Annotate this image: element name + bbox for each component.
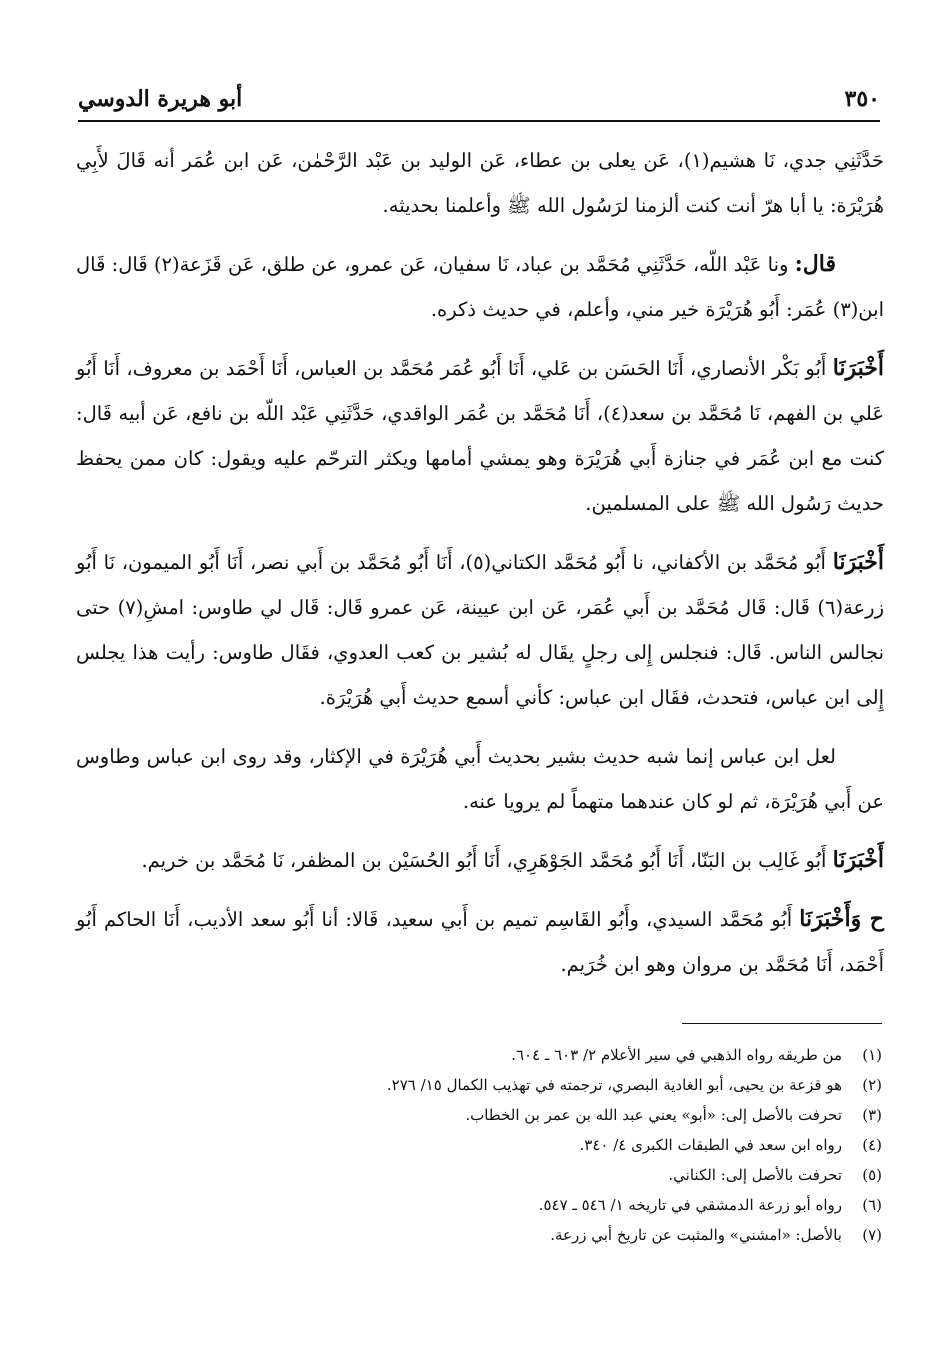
footnote-rule	[682, 1023, 882, 1024]
footnote	[322, 1190, 882, 1220]
footnote	[322, 1100, 882, 1130]
footnote-text: بالأصل: «امشني» والمثبت عن تاريخ أبي زرعة.	[550, 1226, 842, 1244]
header-rule	[78, 120, 880, 122]
footnote	[322, 1130, 882, 1160]
footnote-number: (٦)	[862, 1196, 882, 1214]
page-number: ٣٥٠	[844, 86, 880, 112]
paragraph: قال: ونا عَبْد اللّه، حَدَّثَنِي مُحَمَّد بن عباد، نَا سفيان، عَن عمرو، عن طلق، عَن قَزَعة(٢) قَال: قَال ابن(٣) عُمَر: أَبُو هُرَيْرَة خير مني، وأعلم، في حديث ذكره.	[76, 251, 884, 321]
main-text	[76, 138, 884, 1001]
footnote-text: هو قزعة بن يحيى، أبو الغادية البصري، ترجمته في تهذيب الكمال ١٥/ ٢٧٦.	[386, 1076, 842, 1094]
paragraph: أَخْبَرَنَا أَبُو مُحَمَّد بن الأكفاني، نا أَبُو مُحَمَّد الكتاني(٥)، أَنَا أَبُو مُحَمَّد بن أَبي نصر، أَنَا أَبُو الميمون، نَا أَبُو زرعة(٦) قَال: قَال مُحَمَّد بن أَبي عُمَر، عَن ابن عيينة، عَن عمرو قَال: قَال لي طاوس: امشِ(٧) حتى نجالس الناس. قَال: فنجلس إِلى رجلٍ يقَال له بُشير بن كعب العدوي، فقَال طاوس: رأيت هذا يجلس إِلى ابن عباس، فتحدث، فقَال ابن عباس: كأني أسمع حديث أَبي هُرَيْرَة.	[76, 549, 885, 709]
running-title: أبو هريرة الدوسي	[78, 86, 243, 112]
footnote-text: تحرفت بالأصل إلى: «أبو» يعني عبد الله بن عمر بن الخطاب.	[465, 1106, 842, 1124]
footnote	[322, 1220, 882, 1250]
footnote-number: (٢)	[862, 1076, 882, 1094]
footnote	[322, 1070, 882, 1100]
paragraph: أَخْبَرَنَا أَبُو بَكْر الأنصاري، أَنَا الحَسَن بن عَلي، أَنَا أَبُو عُمَر مُحَمَّد بن العباس، أَنَا أَحْمَد بن معروف، أَنَا أَبُو عَلي بن الفهم، نَا مُحَمَّد بن سعد(٤)، أَنَا مُحَمَّد بن عُمَر الواقدي، حَدَّثَنِي عَبْد اللّه بن نافع، عَن أبيه قَال: كنت مع ابن عُمَر في جنازة أَبي هُرَيْرَة وهو يمشي أمامها ويكثر الترحّم عليه ويقول: كان ممن يحفظ حديث رَسُول الله ﷺ على المسلمين.	[76, 355, 885, 515]
footnote-number: (٥)	[862, 1166, 882, 1184]
paragraph: أَخْبَرَنَا أَبُو غَالِب بن البَنّا، أَنَا أَبُو مُحَمَّد الجَوْهَرِي، أَنَا أَبُو الحُسَيْن بن المظفر، نَا مُحَمَّد بن خريم.	[141, 847, 884, 873]
footnote-number: (١)	[862, 1046, 882, 1064]
footnote-text: تحرفت بالأصل إلى: الكناني.	[668, 1166, 842, 1184]
running-head	[78, 82, 880, 116]
footnotes	[322, 1040, 882, 1250]
paragraph: لعل ابن عباس إنما شبه حديث بشير بحديث أَبي هُرَيْرَة في الإكثار، وقد روى ابن عباس وطاوس عن أَبي هُرَيْرَة، ثم لو كان عندهما متهماً لم يرويا عنه.	[76, 745, 884, 813]
footnote	[322, 1040, 882, 1070]
paragraph: ح وَأَخْبَرَنَا أَبُو مُحَمَّد السيدي، وأَبُو القَاسِم تميم بن أَبي سعيد، قَالا: أنا أَبُو سعد الأديب، أَنَا الحاكم أَبُو أَحْمَد، أَنَا مُحَمَّد بن مروان وهو ابن خُرَيم.	[76, 906, 885, 976]
paragraph: حَدَّثَنِي جدي، نَا هشيم(١)، عَن يعلى بن عطاء، عَن الوليد بن عَبْد الرَّحْمٰن، عَن ابن عُمَر أنه قَالَ لأَبِي هُرَيْرَة: يا أبا هرّ أنت كنت ألزمنا لرَسُول الله ﷺ وأعلمنا بحديثه.	[76, 149, 884, 217]
footnote	[322, 1160, 882, 1190]
footnote-number: (٧)	[862, 1226, 882, 1244]
footnote-number: (٣)	[862, 1106, 882, 1124]
footnote-text: من طريقه رواه الذهبي في سير الأعلام ٢/ ٦٠٣ ـ ٦٠٤.	[511, 1046, 842, 1064]
footnote-number: (٤)	[862, 1136, 882, 1154]
footnote-text: رواه ابن سعد في الطبقات الكبرى ٤/ ٣٤٠.	[579, 1136, 842, 1154]
footnote-text: رواه أبو زرعة الدمشقي في تاريخه ١/ ٥٤٦ ـ ٥٤٧.	[538, 1196, 842, 1214]
